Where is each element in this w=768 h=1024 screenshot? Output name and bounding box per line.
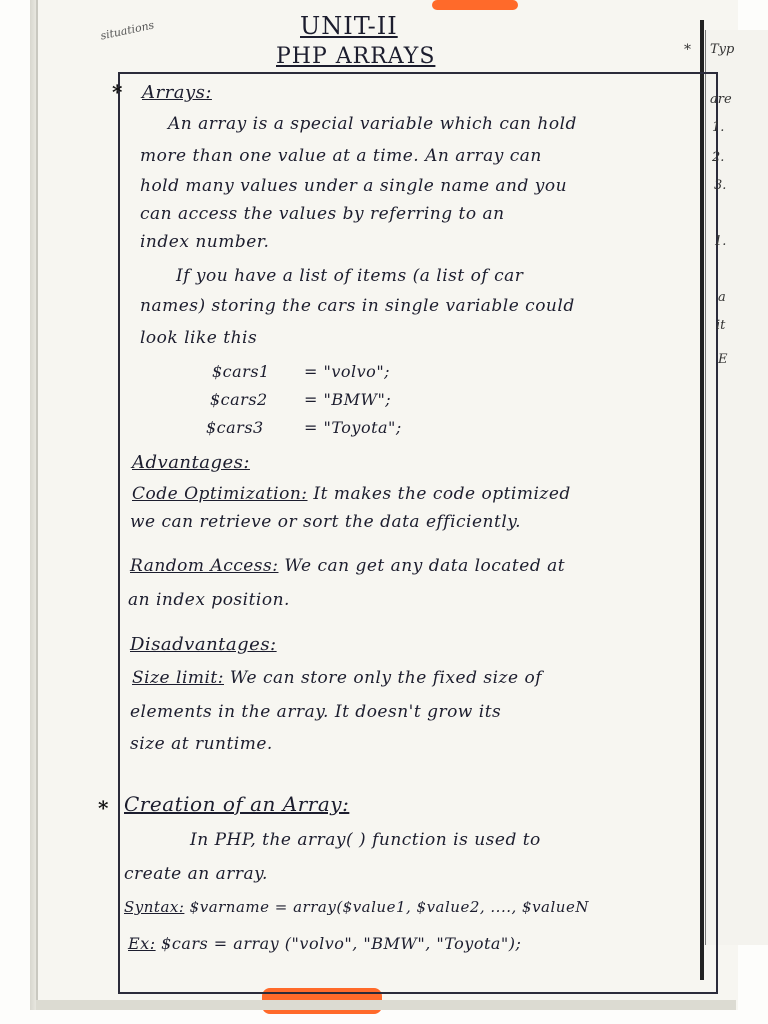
example-label: Ex: [128,934,156,953]
random-access-line-2: an index position. [128,590,290,610]
bullet-star-icon: * [112,80,123,104]
unit-title: UNIT-II [300,12,398,40]
syntax-label: Syntax: [124,898,185,916]
example-line [128,934,521,953]
creation-line-2: create an array. [124,864,268,884]
top-tab-marker [432,0,518,10]
right-page-text-1: Typ [710,42,735,57]
arrays-line-1: An array is a special variable which can hold [168,114,577,134]
disadvantages-heading: Disadvantages: [130,634,277,655]
right-page-text-7: a [718,290,726,305]
right-page-text-4: 2. [712,150,725,165]
bullet-star-icon-2: * [98,796,109,820]
page-title: PHP ARRAYS [276,44,436,69]
margin-note: situations [99,18,156,43]
creation-line-1: In PHP, the array( ) function is used to [190,830,541,850]
advantages-heading: Advantages: [132,452,250,473]
arrays-heading: Arrays: [142,82,212,103]
disadvantages-line-2: elements in the array. It doesn't grow its [130,702,502,722]
page-bottom-edge [36,1000,736,1010]
code-var-1: $cars1 [212,362,270,381]
code-var-3: $cars3 [206,418,264,437]
right-page-text-8: it [716,318,726,333]
arrays-line-4: can access the values by referring to an [140,204,505,224]
size-limit-label: Size limit: [132,668,224,688]
code-val-3: = "Toyota"; [304,418,402,437]
right-page-star-icon: * [684,42,691,58]
arrays-para2-line-1: If you have a list of items (a list of car [176,266,524,286]
right-page-text-9: E [718,352,728,367]
syntax-line [124,898,589,916]
right-page-text-3: 1. [712,120,725,135]
creation-heading: Creation of an Array: [124,792,350,816]
arrays-line-5: index number. [140,232,270,252]
arrays-para2-line-2: names) storing the cars in single variable could [140,296,575,316]
syntax-text: $varname = array($value1, $value2, ...., $valueN [184,898,589,916]
code-optimization-line-2: we can retrieve or sort the data efficiently. [130,512,522,532]
size-limit-line [132,668,542,688]
right-page-text-6: 1. [714,234,727,249]
code-optimization-line [132,484,571,504]
disadvantages-line-3: size at runtime. [130,734,273,754]
code-var-2: $cars2 [210,390,268,409]
example-text: $cars = array ("volvo", "BMW", "Toyota"); [155,934,522,953]
code-optimization-label: Code Optimization: [132,484,308,504]
size-limit-text: We can store only the fixed size of [224,668,542,688]
code-val-1: = "volvo"; [304,362,391,381]
random-access-line [130,556,565,576]
arrays-line-2: more than one value at a time. An array can [140,146,542,166]
code-val-2: = "BMW"; [304,390,392,409]
arrays-para2-line-3: look like this [140,328,258,348]
right-page-text-5: 3. [714,178,727,193]
code-optimization-text: It makes the code optimized [307,484,571,504]
random-access-label: Random Access: [130,556,279,576]
random-access-text: We can get any data located at [278,556,566,576]
right-page-text-2: are [710,92,732,107]
arrays-line-3: hold many values under a single name and you [140,176,568,196]
